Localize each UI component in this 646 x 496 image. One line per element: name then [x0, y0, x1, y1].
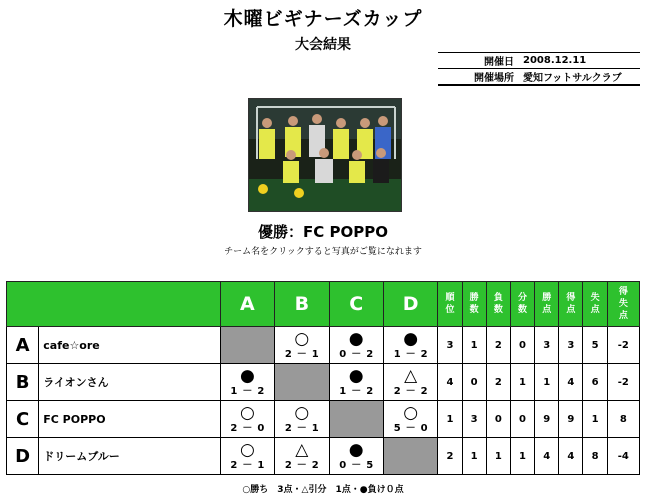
match-result-cell [329, 364, 383, 401]
result-score: 2－2 [393, 386, 433, 397]
result-mark: ● [403, 329, 419, 349]
results-header-row [7, 282, 640, 327]
result-mark: △ [295, 440, 309, 460]
header-stat-char: 得 [618, 287, 628, 297]
match-result-cell [275, 327, 329, 364]
stat-value: 0 [510, 401, 534, 438]
stat-value: 0 [462, 364, 486, 401]
row-letter: D [7, 438, 39, 475]
header-stat-char: 失 [618, 299, 628, 309]
team-row [7, 438, 640, 475]
stat-value: -4 [607, 438, 639, 475]
result-mark: ○ [239, 403, 255, 423]
result-mark: △ [404, 366, 418, 386]
header-stat-char: 負 [493, 293, 503, 303]
stat-value: 3 [535, 327, 559, 364]
stat-value: 4 [438, 364, 462, 401]
event-info-table [438, 52, 640, 86]
header-stat-char: 勝 [469, 293, 479, 303]
team-row [7, 401, 640, 438]
photo-hint-text: チーム名をクリックすると写真がご覧になれます [224, 247, 422, 257]
stat-value: 2 [486, 364, 510, 401]
page-subtitle: 大会結果 [295, 37, 351, 53]
event-venue-label: 開催場所 [438, 69, 520, 86]
stat-value: 3 [559, 327, 583, 364]
header-stat-5 [559, 282, 583, 327]
header-stat-6 [583, 282, 607, 327]
stat-value: 3 [438, 327, 462, 364]
stat-value: 0 [486, 401, 510, 438]
stat-value: 1 [486, 438, 510, 475]
team-name-cell [39, 401, 220, 438]
event-date-row [438, 53, 640, 69]
header-stat-char: 点 [566, 305, 576, 315]
stat-value: -2 [607, 364, 639, 401]
self-match-cell [275, 364, 329, 401]
stat-value: 1 [510, 438, 534, 475]
stat-value: 5 [583, 327, 607, 364]
page-title: 木曜ビギナーズカップ [223, 8, 423, 30]
stat-value: 4 [559, 438, 583, 475]
result-score: 2－0 [230, 423, 270, 434]
team-name-link[interactable]: cafe☆ore [43, 338, 100, 352]
header-corner-cell [7, 282, 221, 327]
header-team-c: C [329, 282, 383, 327]
header-stat-char: 点 [590, 305, 600, 315]
winning-team-photo [248, 98, 402, 212]
event-venue-value: 愛知フットサルクラブ [520, 69, 640, 86]
header-stat-char: 得 [566, 293, 576, 303]
result-score: 0－2 [339, 349, 379, 360]
header-stat-char: 勝 [542, 293, 552, 303]
stat-value: -2 [607, 327, 639, 364]
header-stat-char: 失 [590, 293, 600, 303]
match-result-cell [275, 438, 329, 475]
result-mark: ○ [294, 329, 310, 349]
result-mark: ○ [239, 440, 255, 460]
result-mark: ● [348, 329, 364, 349]
match-result-cell [220, 401, 274, 438]
legend-text: ○勝ち 3点・△引分 1点・●負け０点 [242, 485, 404, 495]
match-result-cell [220, 438, 274, 475]
match-result-cell [220, 364, 274, 401]
winner-label: 優勝：FC POPPO [258, 223, 388, 241]
stat-value: 4 [559, 364, 583, 401]
self-match-cell [220, 327, 274, 364]
team-name-link[interactable]: ライオンさん [43, 376, 109, 389]
event-date-value: 2008.12.11 [520, 53, 640, 69]
row-letter: C [7, 401, 39, 438]
stat-value: 1 [462, 438, 486, 475]
row-letter: A [7, 327, 39, 364]
results-table [6, 281, 640, 475]
result-score: 2－2 [284, 460, 324, 471]
result-mark: ○ [294, 403, 310, 423]
result-score: 1－2 [230, 386, 270, 397]
header-stat-1 [462, 282, 486, 327]
match-result-cell [329, 327, 383, 364]
team-name-link[interactable]: ドリームブルー [43, 450, 120, 463]
team-name-link[interactable]: FC POPPO [43, 412, 106, 426]
match-result-cell [383, 327, 437, 364]
stat-value: 2 [486, 327, 510, 364]
stat-value: 4 [535, 438, 559, 475]
results-body [7, 327, 640, 475]
team-name-cell [39, 438, 220, 475]
result-mark: ○ [403, 403, 419, 423]
header-team-d: D [383, 282, 437, 327]
stat-value: 9 [559, 401, 583, 438]
stat-value: 1 [510, 364, 534, 401]
header-stat-char: 数 [493, 305, 503, 315]
header-stat-3 [510, 282, 534, 327]
self-match-cell [383, 438, 437, 475]
team-row [7, 364, 640, 401]
stat-value: 3 [462, 401, 486, 438]
event-venue-row [438, 69, 640, 86]
stat-value: 1 [583, 401, 607, 438]
stat-value: 1 [438, 401, 462, 438]
result-score: 1－2 [339, 386, 379, 397]
stat-value: 6 [583, 364, 607, 401]
result-mark: ● [348, 440, 364, 460]
header-stat-4 [535, 282, 559, 327]
match-result-cell [383, 401, 437, 438]
header-stat-7 [607, 282, 639, 327]
header-team-a: A [220, 282, 274, 327]
result-score: 2－1 [230, 460, 270, 471]
header-stat-char: 数 [518, 305, 528, 315]
header-stat-2 [486, 282, 510, 327]
header-team-b: B [275, 282, 329, 327]
result-mark: ● [348, 366, 364, 386]
stat-value: 0 [510, 327, 534, 364]
result-mark: ● [239, 366, 255, 386]
self-match-cell [329, 401, 383, 438]
match-result-cell [275, 401, 329, 438]
row-letter: B [7, 364, 39, 401]
result-score: 5－0 [393, 423, 433, 434]
header-stat-char: 位 [445, 305, 455, 315]
team-name-cell [39, 327, 220, 364]
header-stat-char: 数 [469, 305, 479, 315]
team-name-cell [39, 364, 220, 401]
event-date-label: 開催日 [438, 53, 520, 69]
result-score: 2－1 [284, 423, 324, 434]
result-score: 1－2 [393, 349, 433, 360]
stat-value: 8 [607, 401, 639, 438]
header-stat-char: 分 [518, 293, 528, 303]
team-row [7, 327, 640, 364]
stat-value: 9 [535, 401, 559, 438]
stat-value: 8 [583, 438, 607, 475]
stat-value: 1 [462, 327, 486, 364]
stat-value: 2 [438, 438, 462, 475]
match-result-cell [329, 438, 383, 475]
header-stat-char: 点 [618, 311, 628, 321]
stat-value: 1 [535, 364, 559, 401]
header-stat-char: 順 [445, 293, 455, 303]
header-stat-0 [438, 282, 462, 327]
result-score: 2－1 [284, 349, 324, 360]
result-score: 0－5 [339, 460, 379, 471]
header-stat-char: 点 [542, 305, 552, 315]
match-result-cell [383, 364, 437, 401]
